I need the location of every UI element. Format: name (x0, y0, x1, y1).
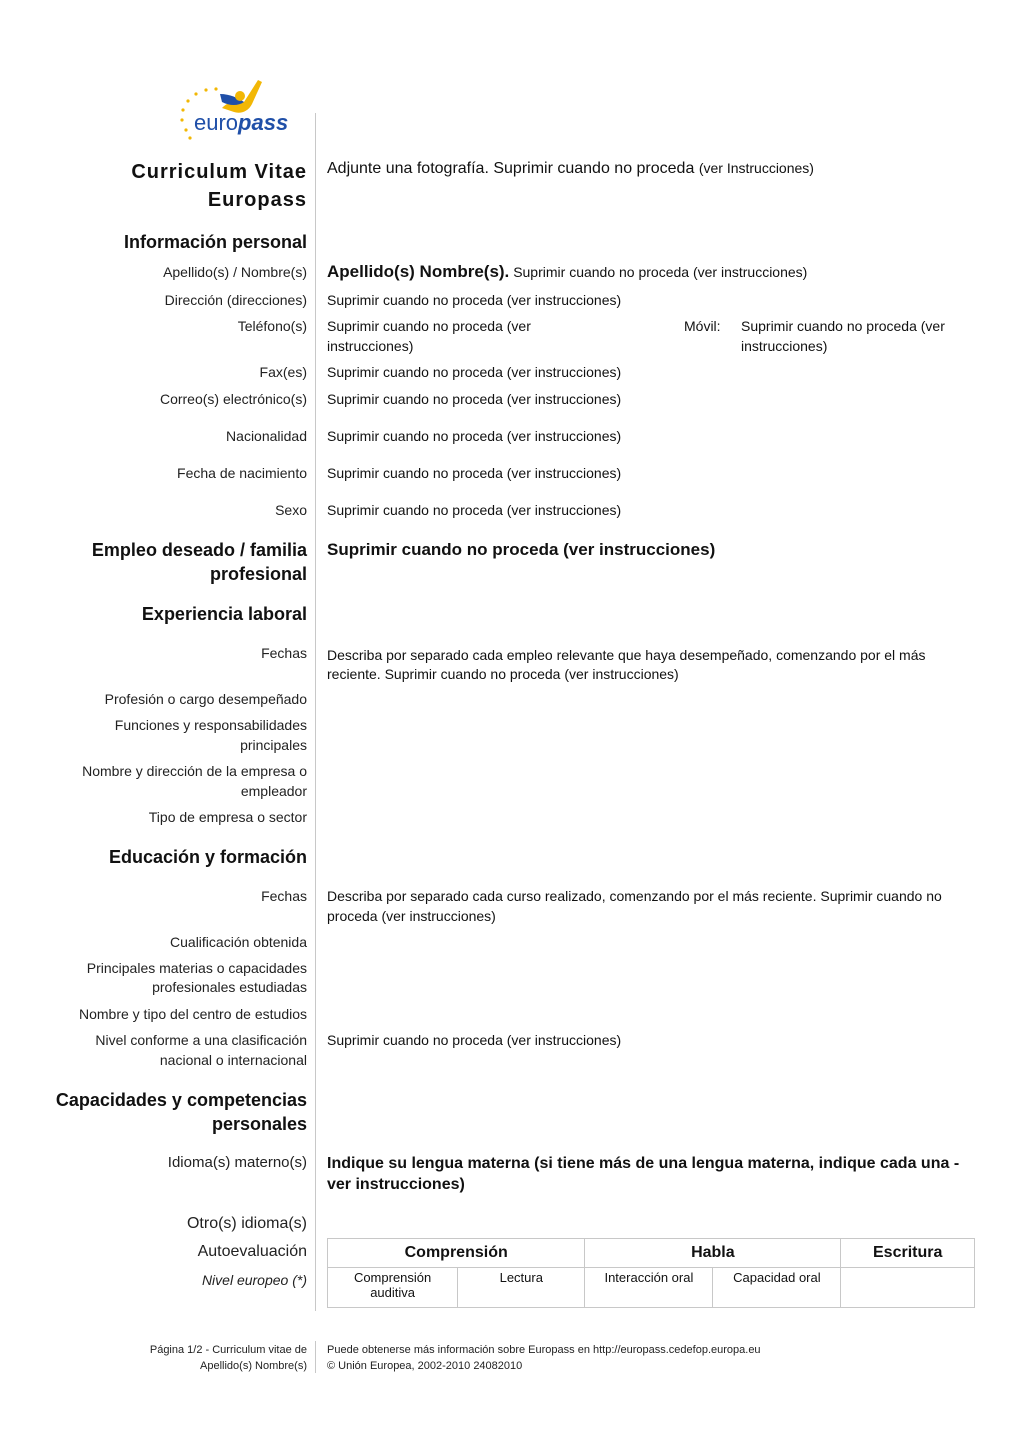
name-value: Apellido(s) Nombre(s). (327, 262, 510, 281)
european-level-label: Nivel europeo (*) (201, 1272, 307, 1288)
photo-note-text: Adjunte una fotografía. Suprimir cuando no proceda (327, 160, 695, 177)
comprehension-header: Comprensión (328, 1239, 585, 1268)
nationality-value: Suprimir cuando no proceda (ver instrucciones) (327, 428, 622, 444)
desired-employment-heading-2: profesional (209, 564, 307, 584)
birth-date-value: Suprimir cuando no proceda (ver instrucciones) (327, 465, 622, 481)
column-divider (315, 113, 316, 1311)
education-dates-value-1: Describa por separado cada curso realizado, comenzando por el más reciente. Suprimir cuando no (327, 888, 942, 904)
mobile-label: Móvil: (684, 318, 721, 334)
work-experience-heading: Experiencia laboral (141, 604, 307, 624)
production-cell: Capacidad oral (713, 1268, 841, 1308)
phone-label: Teléfono(s) (237, 318, 307, 334)
mother-tongue-label: Idioma(s) materno(s) (167, 1154, 307, 1171)
table-row (328, 1239, 975, 1268)
photo-note-small: (ver Instrucciones) (698, 160, 814, 176)
table-row (328, 1268, 975, 1308)
phone-value-2: instrucciones) (327, 338, 414, 354)
cv-title-line1: Curriculum Vitae (131, 161, 307, 183)
europass-logo (172, 72, 302, 142)
other-languages-label: Otro(s) idioma(s) (186, 1215, 307, 1232)
cv-title-line2: Europass (207, 189, 307, 211)
sex-label: Sexo (275, 502, 307, 518)
work-dates-value-1: Describa por separado cada empleo relevante que haya desempeñado, comenzando por el más (327, 647, 926, 663)
footer-left-2: Apellido(s) Nombre(s) (200, 1360, 307, 1372)
fax-value: Suprimir cuando no proceda (ver instrucciones) (327, 364, 622, 380)
interaction-cell: Interacción oral (585, 1268, 713, 1308)
listening-cell: Comprensión auditiva (328, 1268, 458, 1308)
duties-label-2: principales (240, 737, 307, 753)
desired-employment-heading-1: Empleo deseado / familia (91, 540, 307, 560)
education-dates-value-2: proceda (ver instrucciones) (327, 908, 496, 924)
writing-header: Escritura (841, 1239, 975, 1268)
email-label: Correo(s) electrónico(s) (159, 391, 307, 407)
address-value: Suprimir cuando no proceda (ver instrucciones) (327, 292, 622, 308)
skills-heading-2: personales (211, 1114, 307, 1134)
footer-right-1: Puede obtenerse más información sobre Europass en http://europass.cedefop.europa.eu (327, 1344, 761, 1356)
employer-label-2: empleador (240, 783, 307, 799)
subjects-label-1: Principales materias o capacidades (86, 960, 307, 976)
logo-text-pass: pass (238, 110, 289, 135)
subjects-label-2: profesionales estudiadas (152, 979, 307, 995)
email-value: Suprimir cuando no proceda (ver instrucciones) (327, 391, 622, 407)
speaking-header: Habla (585, 1239, 841, 1268)
level-label-2: nacional o internacional (159, 1052, 307, 1068)
work-dates-value-2: reciente. Suprimir cuando no proceda (ver instrucciones) (327, 666, 679, 682)
position-label: Profesión o cargo desempeñado (104, 691, 307, 707)
employer-label-1: Nombre y dirección de la empresa o (82, 763, 307, 779)
footer-divider (315, 1341, 316, 1373)
duties-label-1: Funciones y responsabilidades (114, 717, 307, 733)
education-heading: Educación y formación (108, 847, 307, 867)
reading-cell: Lectura (458, 1268, 585, 1308)
education-dates-label: Fechas (261, 888, 307, 904)
mobile-value-1: Suprimir cuando no proceda (ver (741, 318, 945, 334)
phone-value-1: Suprimir cuando no proceda (ver (327, 318, 531, 334)
level-label-1: Nivel conforme a una clasificación (95, 1032, 307, 1048)
organisation-label: Nombre y tipo del centro de estudios (78, 1006, 307, 1022)
mobile-value-2: instrucciones) (741, 338, 828, 354)
name-row (327, 262, 807, 282)
sex-value: Suprimir cuando no proceda (ver instrucciones) (327, 502, 622, 518)
mother-tongue-value-1: Indique su lengua materna (si tiene más de una lengua materna, indique cada una - (327, 1155, 960, 1172)
footer-left-1: Página 1/2 - Curriculum vitae de (149, 1344, 307, 1356)
writing-cell (841, 1268, 975, 1308)
mother-tongue-value-2: ver instrucciones) (327, 1176, 465, 1193)
personal-info-heading: Información personal (123, 232, 307, 252)
footer-right-2: © Unión Europea, 2002-2010 24082010 (327, 1360, 523, 1372)
skills-heading-1: Capacidades y competencias (55, 1090, 307, 1110)
qualification-label: Cualificación obtenida (170, 934, 307, 950)
name-label: Apellido(s) / Nombre(s) (163, 264, 307, 280)
address-label: Dirección (direcciones) (164, 292, 307, 308)
work-dates-label: Fechas (261, 645, 307, 661)
level-value: Suprimir cuando no proceda (ver instrucciones) (327, 1032, 622, 1048)
desired-employment-value: Suprimir cuando no proceda (ver instrucciones) (327, 540, 716, 559)
nationality-label: Nacionalidad (226, 428, 307, 444)
self-assessment-label: Autoevaluación (197, 1243, 307, 1260)
sector-label: Tipo de empresa o sector (148, 809, 307, 825)
photo-note (327, 158, 814, 179)
language-assessment-table (327, 1238, 975, 1308)
logo-text-euro: euro (194, 110, 239, 135)
birth-date-label: Fecha de nacimiento (177, 465, 307, 481)
fax-label: Fax(es) (259, 364, 307, 380)
name-note: Suprimir cuando no proceda (ver instrucciones) (513, 264, 808, 280)
